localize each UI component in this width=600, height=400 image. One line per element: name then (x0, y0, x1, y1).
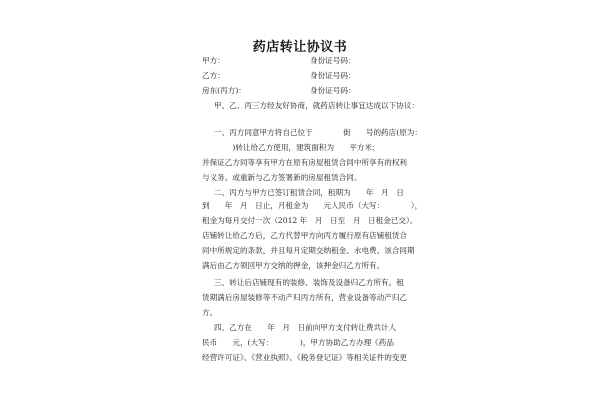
clause-2-line-6: 满后由乙方领回甲方交纳的押金，该押金归乙方所有。 (202, 261, 385, 270)
clause-4-line-3: 经营许可证》、《营业执照》、《税务登记证》等相关证件的变更 (202, 353, 408, 362)
clause-4-line-1: 四、乙方在 年 月 日前向甲方支付转让费共计人 (214, 323, 397, 332)
party-c-label: 房东(丙方)： (202, 86, 246, 95)
clause-1-line-4: 与义务。或重新与乙方签署新的房屋租赁合同。 (202, 173, 362, 182)
document-title: 药店转让协议书 (252, 40, 348, 55)
clause-3-line-1: 三、转让后店铺现有的装修、装饰及设备归乙方所有。租 (214, 278, 404, 287)
party-b-id-label: 身份证号码： (310, 71, 356, 80)
clause-1-line-2: )转让给乙方使用，建筑面积为 平方米； (202, 143, 380, 152)
clause-2-line-3: 租金为每月交付一次（2012 年 月 日至 月 日租金已交）。 (202, 216, 418, 225)
party-b-label: 乙方： (202, 71, 225, 80)
party-c-id-label: 身份证号码： (310, 86, 356, 95)
clause-2-line-5: 同中所规定的条款，并且每月定期交纳租金、水电费。该合同期 (202, 246, 415, 255)
clause-2-line-4: 店铺转让给乙方后，乙方代替甲方向丙方履行原有店铺租赁合 (202, 231, 408, 240)
clause-2-line-2: 到 年 月 日止，月租金为 元人民币（大写： ）， (202, 201, 423, 210)
clause-1-line-3: 并保证乙方同等享有甲方在原有房屋租赁合同中所享有的权利 (202, 158, 408, 167)
party-a-label: 甲方： (202, 56, 225, 65)
intro-line: 甲、乙、丙三方经友好协商，就药店转让事宜达成以下协议： (214, 101, 420, 110)
clause-4-line-2: 民币 元，(大写： )，甲方协助乙方办理《药品 (202, 338, 394, 347)
clause-2-line-1: 二、丙方与甲方已签订租赁合同，租期为 年 月 日 (214, 188, 404, 197)
party-a-id-label: 身份证号码： (310, 56, 356, 65)
clause-3-line-2: 赁期满后房屋装修等不动产归丙方所有，营业设备等动产归乙 (202, 293, 408, 302)
clause-1-line-1: 一、丙方同意甲方将自己位于 街 号的药店(原为： (214, 128, 422, 137)
clause-3-line-3: 方。 (202, 308, 218, 317)
